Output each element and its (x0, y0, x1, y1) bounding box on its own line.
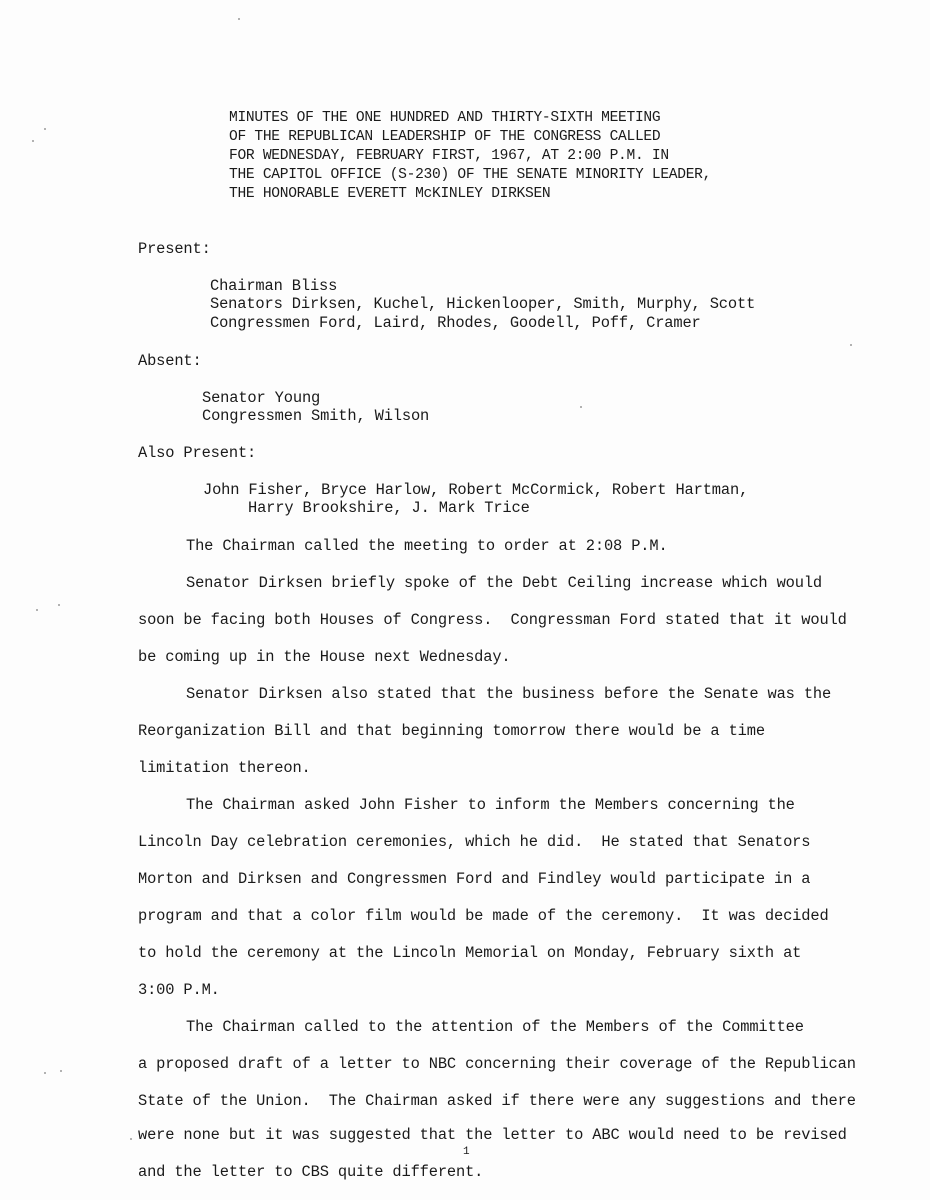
body-line: limitation thereon. (138, 759, 311, 777)
scan-speck (850, 344, 852, 346)
body-line: and the letter to CBS quite different. (138, 1163, 484, 1181)
body-line: a proposed draft of a letter to NBC concerning their coverage of the Republican (138, 1055, 856, 1073)
attendee-line: Senators Dirksen, Kuchel, Hickenlooper, Smith, Murphy, Scott (210, 295, 756, 313)
heading-line: FOR WEDNESDAY, FEBRUARY FIRST, 1967, AT 2:00 P.M. IN (229, 148, 669, 164)
page-number: 1 (463, 1146, 470, 1158)
absent-label: Absent: (138, 352, 202, 370)
body-line: were none but it was suggested that the letter to ABC would need to be revised (138, 1126, 847, 1144)
body-line: Reorganization Bill and that beginning tomorrow there would be a time (138, 722, 765, 740)
scan-speck (44, 1072, 46, 1074)
scan-speck (60, 1070, 62, 1072)
scan-speck (58, 604, 60, 606)
heading-line: MINUTES OF THE ONE HUNDRED AND THIRTY-SIXTH MEETING (229, 110, 661, 126)
body-line: Senator Dirksen also stated that the business before the Senate was the (186, 685, 832, 703)
body-line: The Chairman asked John Fisher to inform the Members concerning the (186, 796, 795, 814)
scan-speck (238, 18, 240, 20)
attendee-line: Chairman Bliss (210, 277, 338, 295)
attendee-line: Congressmen Ford, Laird, Rhodes, Goodell, Poff, Cramer (210, 314, 701, 332)
scan-speck (36, 609, 38, 611)
body-line: The Chairman called the meeting to order at 2:08 P.M. (186, 537, 668, 555)
body-line: program and that a color film would be made of the ceremony. It was decided (138, 907, 829, 925)
body-line: Senator Dirksen briefly spoke of the Debt Ceiling increase which would (186, 574, 823, 592)
body-line: The Chairman called to the attention of the Members of the Committee (186, 1018, 804, 1036)
body-line: Morton and Dirksen and Congressmen Ford and Findley would participate in a (138, 870, 811, 888)
heading-line: THE CAPITOL OFFICE (S-230) OF THE SENATE MINORITY LEADER, (229, 167, 712, 183)
present-label: Present: (138, 240, 211, 258)
scan-speck (130, 1138, 132, 1140)
guest-line: Harry Brookshire, J. Mark Trice (248, 499, 530, 517)
scan-speck (44, 128, 46, 130)
heading-line: OF THE REPUBLICAN LEADERSHIP OF THE CONGRESS CALLED (229, 129, 661, 145)
body-line: Lincoln Day celebration ceremonies, which he did. He stated that Senators (138, 833, 811, 851)
body-line: be coming up in the House next Wednesday. (138, 648, 511, 666)
scan-speck (580, 406, 582, 408)
also-present-label: Also Present: (138, 444, 257, 462)
body-line: to hold the ceremony at the Lincoln Memorial on Monday, February sixth at (138, 944, 802, 962)
body-line: State of the Union. The Chairman asked if there were any suggestions and there (138, 1092, 856, 1110)
absentee-line: Congressmen Smith, Wilson (202, 407, 430, 425)
body-line: 3:00 P.M. (138, 981, 220, 999)
guest-line: John Fisher, Bryce Harlow, Robert McCormick, Robert Hartman, (203, 481, 749, 499)
body-line: soon be facing both Houses of Congress. Congressman Ford stated that it would (138, 611, 847, 629)
scan-speck (32, 140, 34, 142)
absentee-line: Senator Young (202, 389, 321, 407)
heading-line: THE HONORABLE EVERETT McKINLEY DIRKSEN (229, 186, 551, 202)
